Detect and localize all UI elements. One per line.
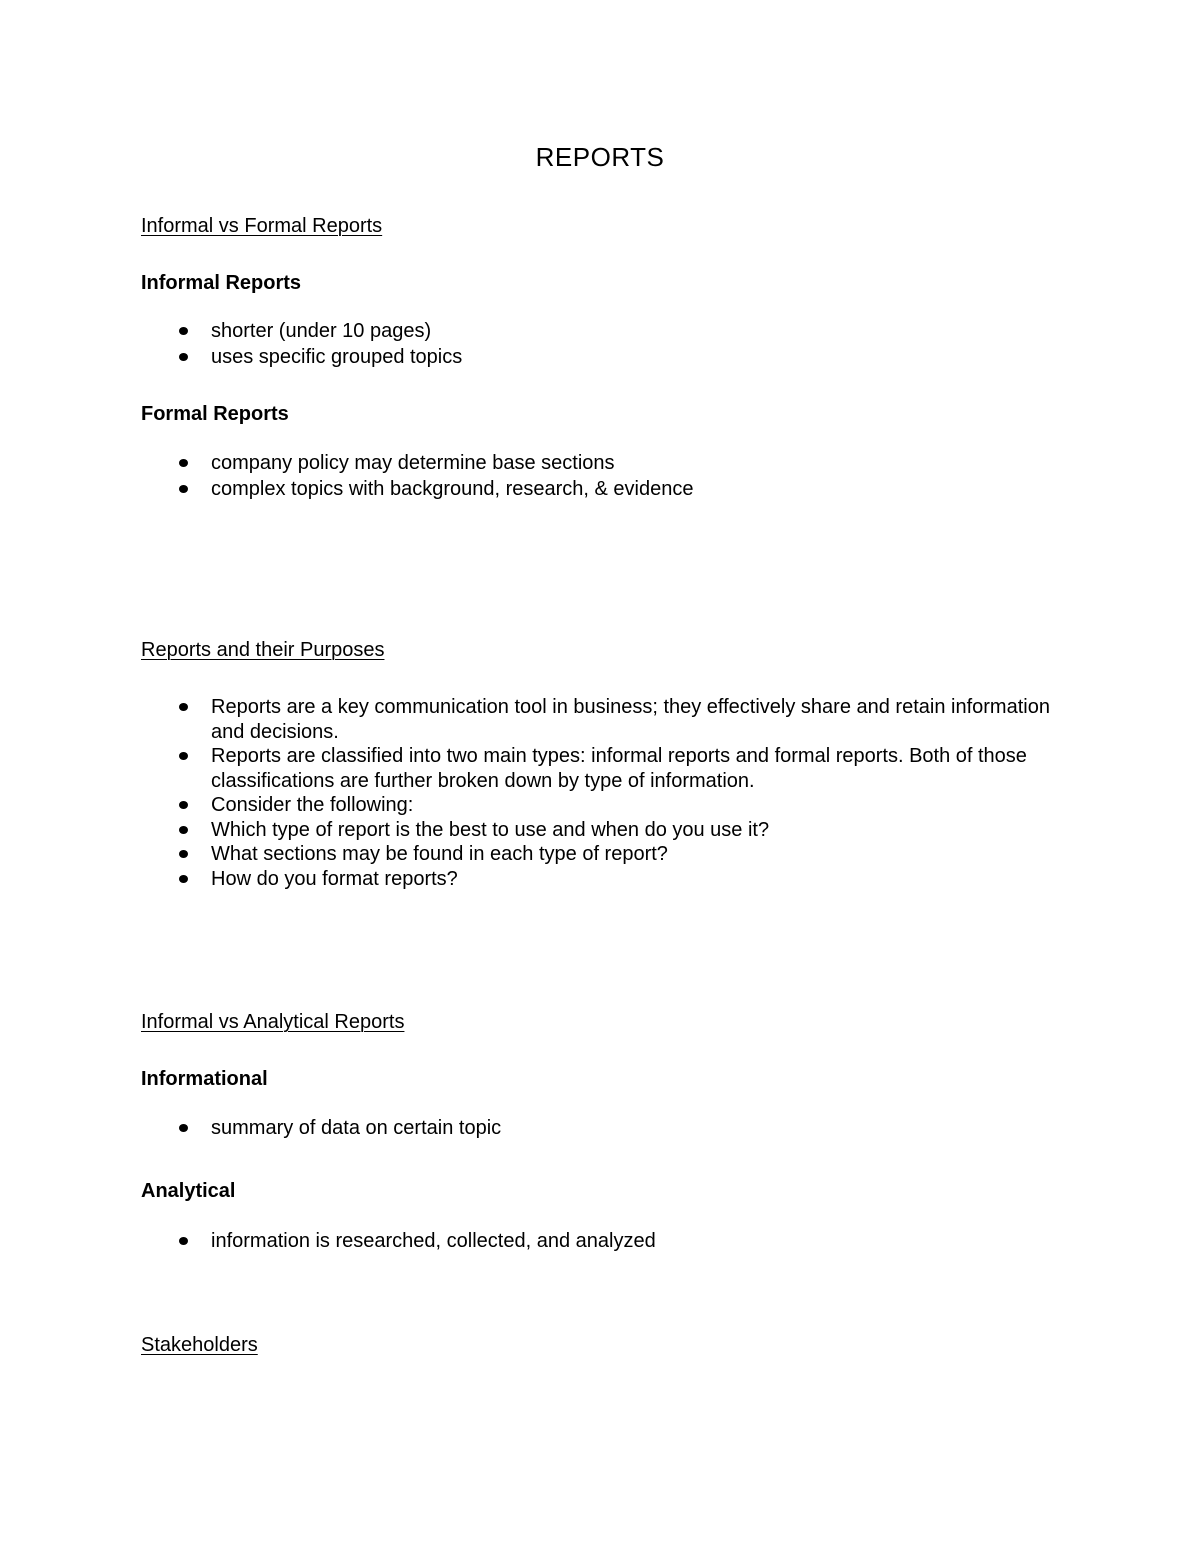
- subheading-analytical: Analytical: [141, 1180, 236, 1202]
- list-item: information is researched, collected, and analyzed: [0, 1229, 1051, 1254]
- section-heading-purposes: Reports and their Purposes: [141, 639, 385, 661]
- list-item: Reports are classified into two main types: informal reports and formal reports. Both of those classifications are further broken down by type of information.: [0, 744, 1051, 793]
- bullet-icon: [179, 459, 188, 467]
- subheading-formal-reports: Formal Reports: [141, 403, 289, 425]
- list-item: Consider the following:: [0, 793, 1051, 818]
- informational-list: [0, 1116, 1200, 1141]
- bullet-icon: [179, 703, 188, 711]
- list-item: Which type of report is the best to use and when do you use it?: [0, 818, 1051, 843]
- bullet-icon: [179, 485, 188, 493]
- list-item: complex topics with background, research, & evidence: [0, 477, 1051, 502]
- list-item: shorter (under 10 pages): [0, 319, 1051, 344]
- section-heading-stakeholders: Stakeholders: [141, 1334, 258, 1356]
- bullet-icon: [179, 752, 188, 760]
- list-item: summary of data on certain topic: [0, 1116, 1051, 1141]
- bullet-icon: [179, 801, 188, 809]
- formal-reports-list: [0, 451, 1200, 501]
- analytical-list: [0, 1229, 1200, 1254]
- page-title: REPORTS: [535, 142, 665, 172]
- subheading-informational: Informational: [141, 1068, 268, 1090]
- bullet-icon: [179, 875, 188, 883]
- list-item: What sections may be found in each type of report?: [0, 842, 1051, 867]
- purposes-list: [0, 695, 1200, 891]
- section-heading-informal-vs-analytical: Informal vs Analytical Reports: [141, 1011, 405, 1033]
- subheading-informal-reports: Informal Reports: [141, 272, 302, 294]
- bullet-icon: [179, 327, 188, 335]
- bullet-icon: [179, 1237, 188, 1245]
- bullet-icon: [179, 1124, 188, 1132]
- bullet-icon: [179, 353, 188, 361]
- bullet-icon: [179, 826, 188, 834]
- list-item: company policy may determine base sections: [0, 451, 1051, 476]
- list-item: How do you format reports?: [0, 867, 1051, 892]
- list-item: Reports are a key communication tool in business; they effectively share and retain information and decisions.: [0, 695, 1051, 744]
- list-item: uses specific grouped topics: [0, 345, 1051, 370]
- bullet-icon: [179, 850, 188, 858]
- informal-reports-list: [0, 319, 1200, 369]
- section-heading-informal-vs-formal: Informal vs Formal Reports: [141, 215, 383, 237]
